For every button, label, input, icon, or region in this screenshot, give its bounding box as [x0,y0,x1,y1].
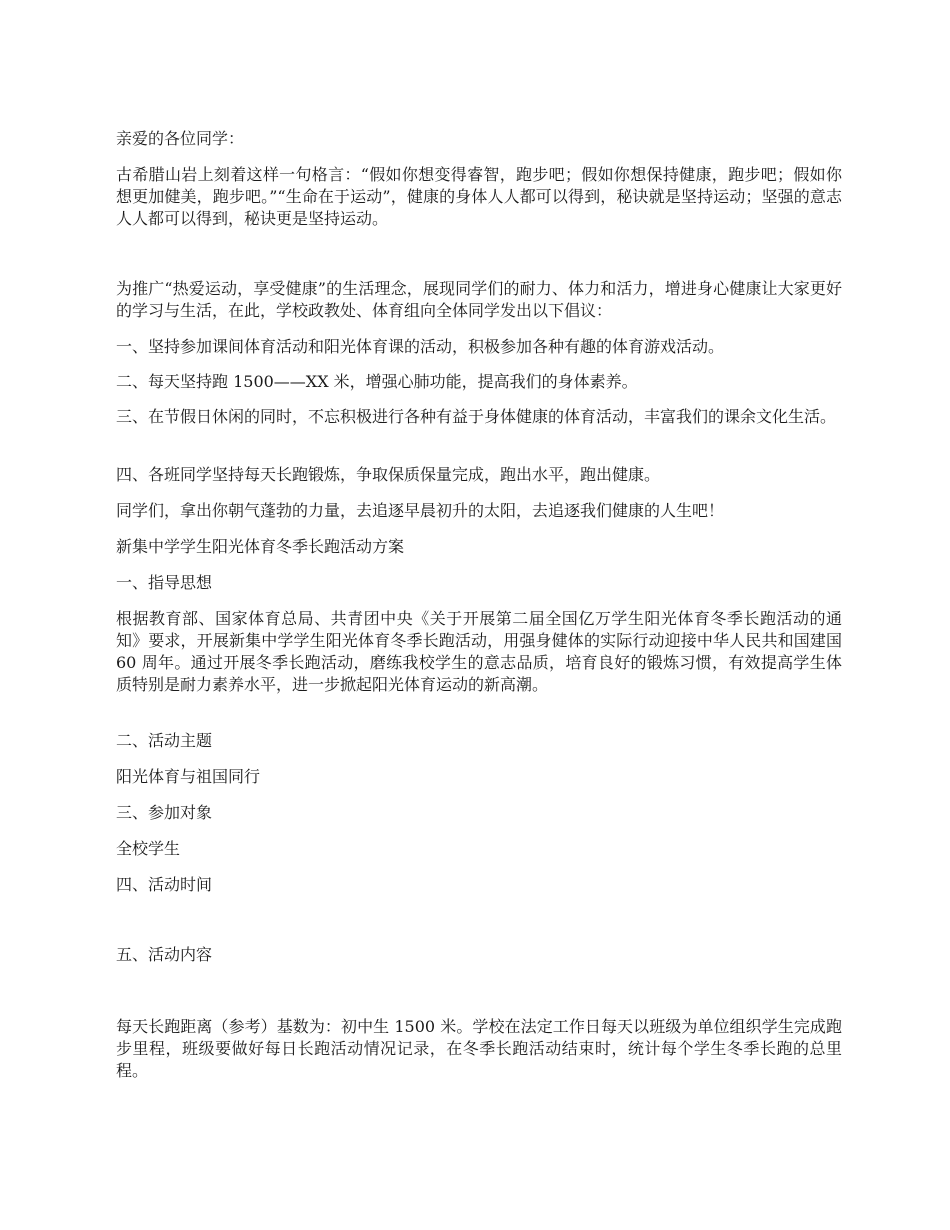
section-heading-2: 二、活动主题 [116,731,213,750]
initiative-paragraph: 为推广“热爱运动，享受健康”的生活理念，展现同学们的耐力、体力和活力，增进身心健康让大家更好的学习与生活，在此，学校政教处、体育组向全体同学发出以下倡议： [116,279,842,320]
proposal-item-1: 一、坚持参加课间体育活动和阳光体育课的活动，积极参加各种有趣的体育游戏活动。 [116,337,725,356]
intro-paragraph: 古希腊山岩上刻着这样一句格言：“假如你想变得睿智，跑步吧；假如你想保持健康，跑步吧；假如你想更加健美，跑步吧。”“生命在于运动”，健康的身体人人都可以得到，秘诀就是坚持运动；坚强的意志人人都可以得到，秘诀更是坚持运动。 [116,165,842,228]
guiding-paragraph: 根据教育部、国家体育总局、共青团中央《关于开展第二届全国亿万学生阳光体育冬季长跑活动的通知》要求，开展新集中学学生阳光体育冬季长跑活动，用强身健体的实际行动迎接中华人民共和国建国 60 周年。通过开展冬季长跑活动，磨练我校学生的意志品质，培育良好的锻炼习惯，有效提高学生体质特别是耐力素养水平，进一步掀起阳光体育运动的新高潮。 [116,609,842,694]
closing-paragraph: 同学们，拿出你朝气蓬勃的力量，去追逐早晨初升的太阳，去追逐我们健康的人生吧！ [116,501,725,520]
section-heading-3: 三、参加对象 [116,803,213,822]
section-heading-4: 四、活动时间 [116,875,213,894]
section-heading-1: 一、指导思想 [116,573,213,592]
participants-text: 全校学生 [116,839,181,858]
proposal-item-4: 四、各班同学坚持每天长跑锻炼，争取保质保量完成，跑出水平，跑出健康。 [116,465,661,484]
plan-title: 新集中学学生阳光体育冬季长跑活动方案 [116,537,405,556]
theme-text: 阳光体育与祖国同行 [116,767,261,786]
proposal-item-3: 三、在节假日休闲的同时，不忘积极进行各种有益于身体健康的体育活动，丰富我们的课余文化生活。 [116,407,837,426]
content-paragraph: 每天长跑距离（参考）基数为：初中生 1500 米。学校在法定工作日每天以班级为单位组织学生完成跑步里程，班级要做好每日长跑活动情况记录，在冬季长跑活动结束时，统计每个学生冬季长跑的总里程。 [116,1017,842,1080]
section-heading-5: 五、活动内容 [116,945,213,964]
proposal-item-2: 二、每天坚持跑 1500——XX 米，增强心肺功能，提高我们的身体素养。 [116,372,638,391]
salutation: 亲爱的各位同学： [116,129,245,148]
